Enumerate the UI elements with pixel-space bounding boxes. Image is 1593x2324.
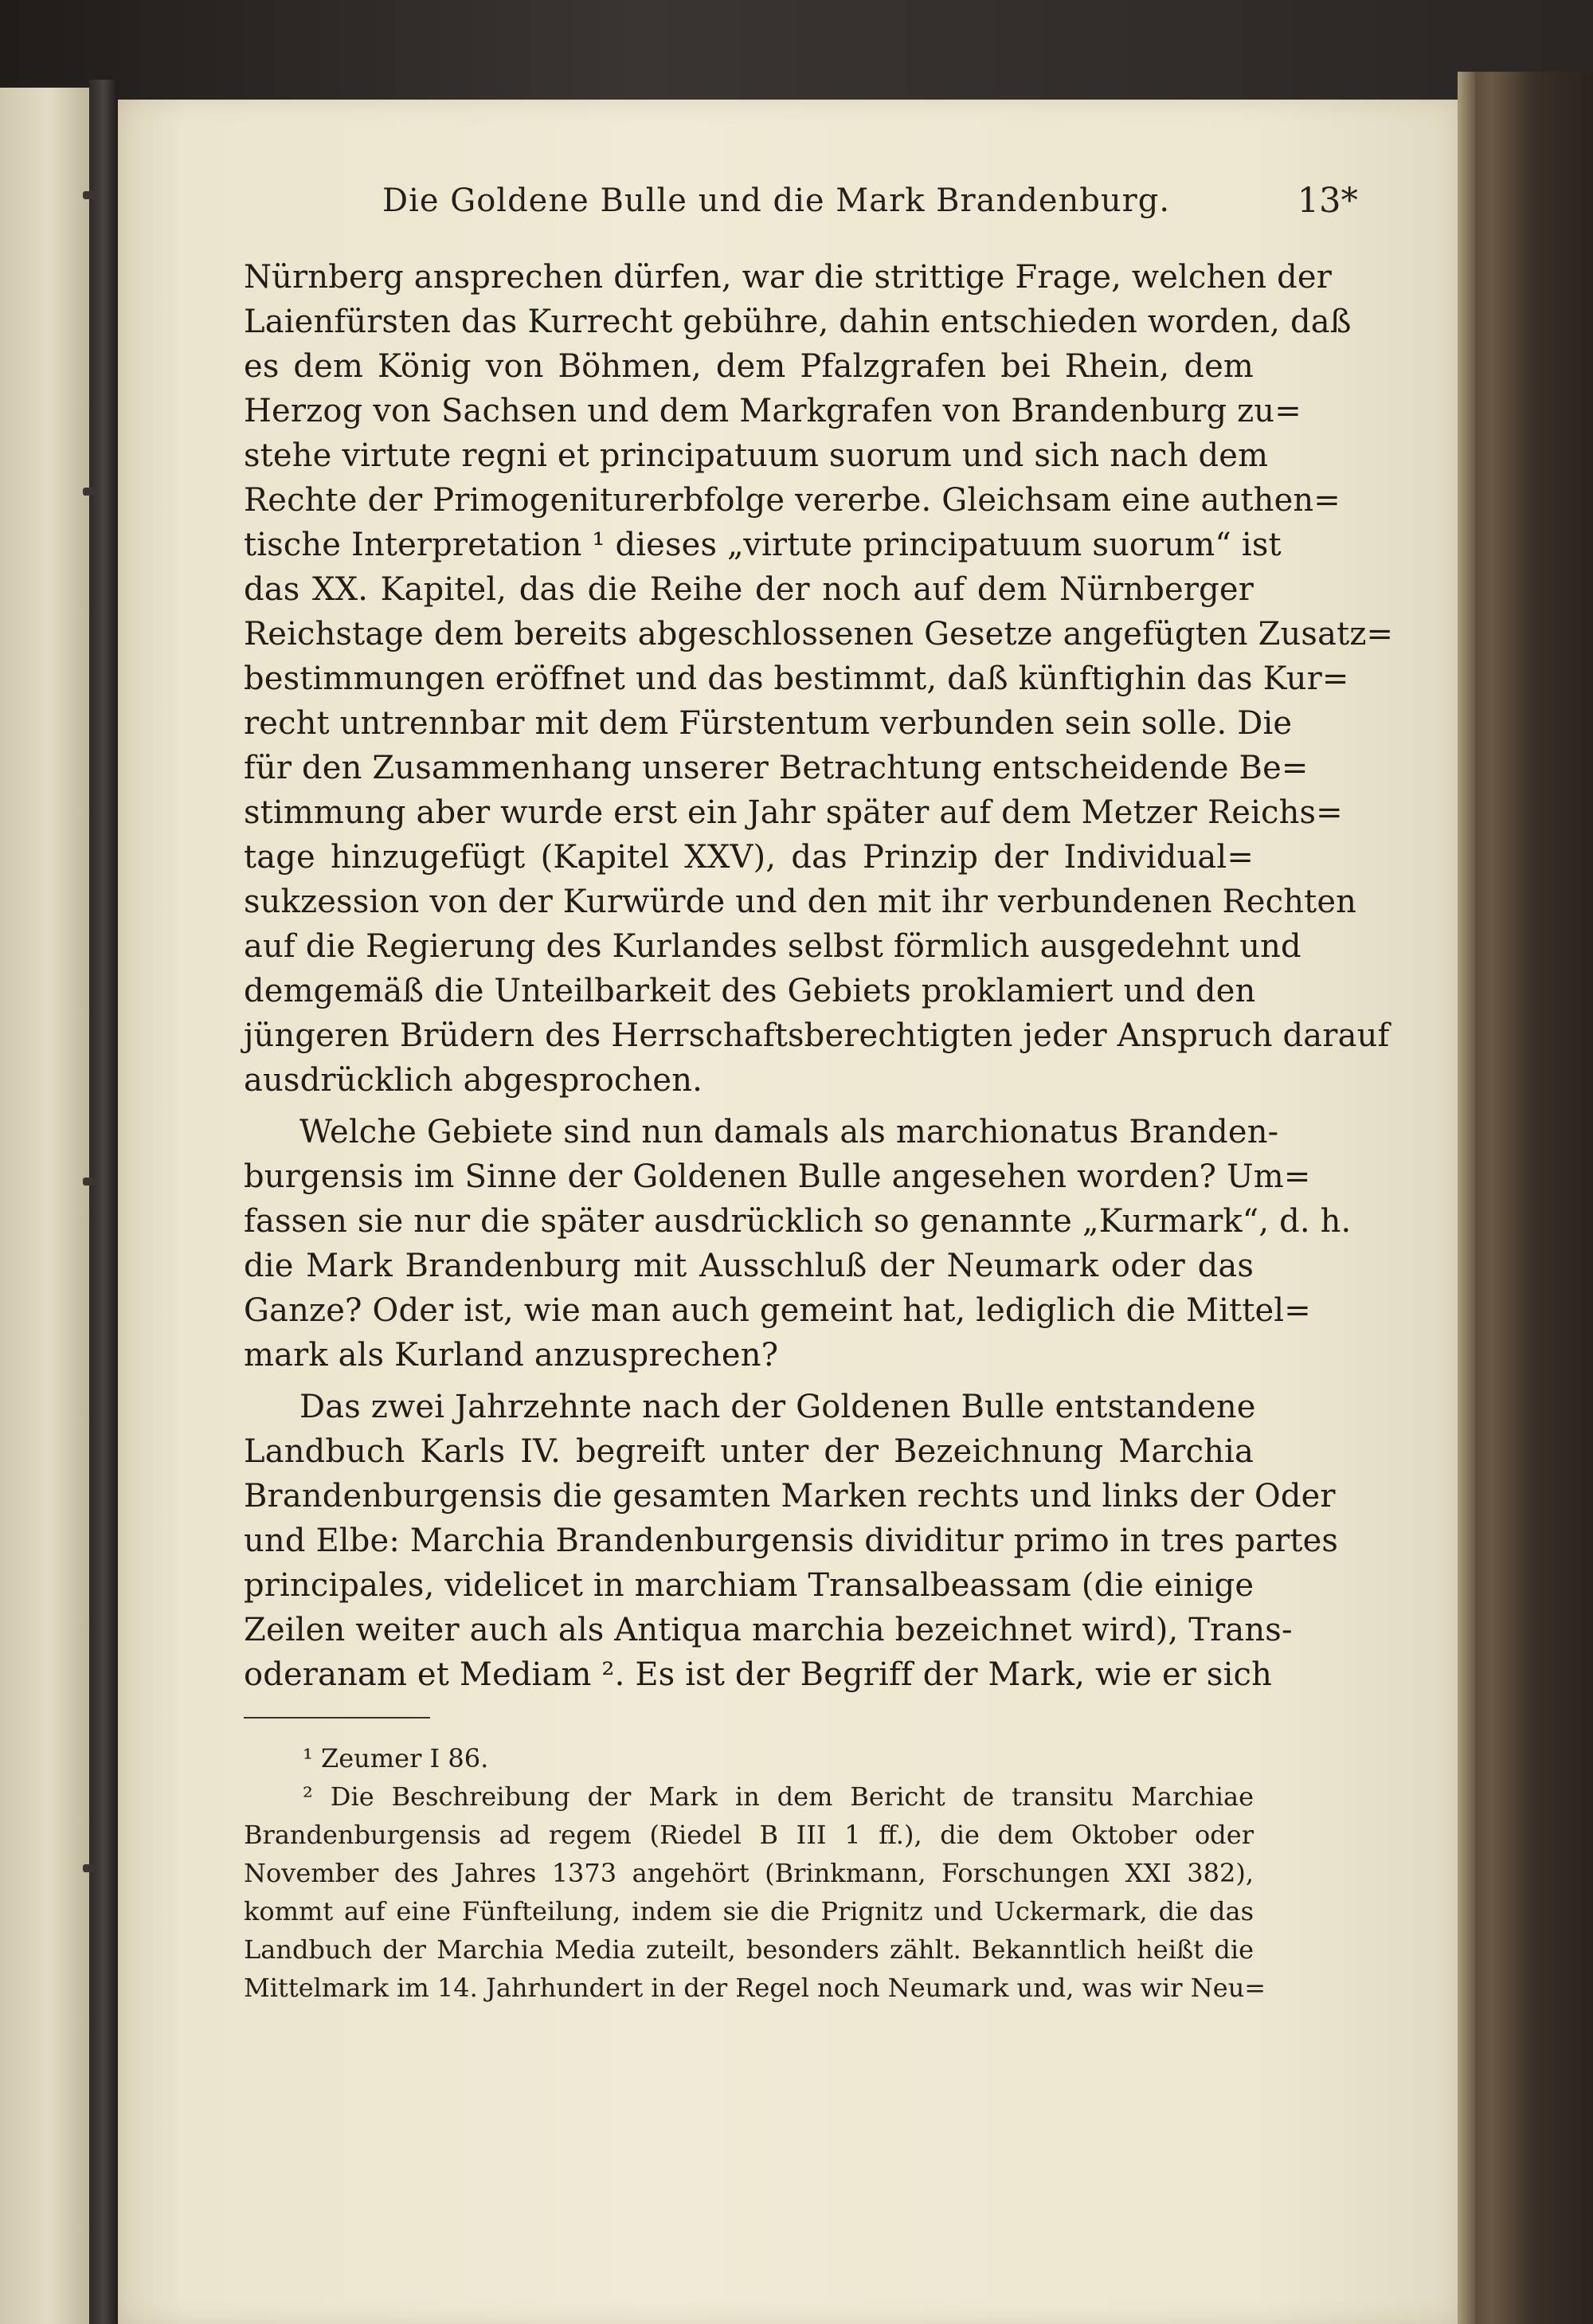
body-line: Reichstage dem bereits abgeschlossenen Gesetze angefügten Zusatz= — [244, 616, 1394, 653]
footnote-line: November des Jahres 1373 angehört (Brinkmann, Forschungen XXI 382), — [244, 1858, 1254, 1888]
gutter-mark — [83, 1864, 96, 1872]
running-title: Die Goldene Bulle und die Mark Brandenburg. — [382, 182, 1171, 219]
body-line: Laienfürsten das Kurrecht gebühre, dahin entschieden worden, daß — [244, 304, 1352, 340]
book-gutter — [89, 80, 118, 2324]
previous-page-edge — [0, 88, 89, 2324]
footnote-line: ² Die Beschreibung der Mark in dem Bericht de transitu Marchiae — [303, 1781, 1254, 1812]
body-line: auf die Regierung des Kurlandes selbst förmlich ausgedehnt und — [244, 928, 1301, 965]
body-line: fassen sie nur die später ausdrücklich so genannte „Kurmark“, d. h. — [244, 1203, 1352, 1240]
body-line: sukzession von der Kurwürde und den mit ihr verbundenen Rechten — [244, 884, 1357, 920]
body-line: Welche Gebiete sind nun damals als marchionatus Branden- — [299, 1114, 1279, 1150]
footnote-line: ¹ Zeumer I 86. — [303, 1743, 489, 1773]
body-line: Herzog von Sachsen und dem Markgrafen von Brandenburg zu= — [244, 393, 1301, 429]
body-line: Das zwei Jahrzehnte nach der Goldenen Bulle entstandene — [299, 1389, 1256, 1425]
body-line: und Elbe: Marchia Brandenburgensis dividitur primo in tres partes — [244, 1523, 1339, 1559]
gutter-mark — [83, 1178, 96, 1186]
body-line: stehe virtute regni et principatuum suorum und sich nach dem — [244, 437, 1269, 474]
body-line: das XX. Kapitel, das die Reihe der noch auf dem Nürnberger — [244, 571, 1254, 608]
body-line: bestimmungen eröffnet und das bestimmt, daß künftighin das Kur= — [244, 660, 1349, 697]
body-line: mark als Kurland anzusprechen? — [244, 1337, 779, 1374]
gutter-mark — [83, 488, 96, 496]
body-line: principales, videlicet in marchiam Transalbeassam (die einige — [244, 1567, 1254, 1604]
body-line: stimmung aber wurde erst ein Jahr später auf dem Metzer Reichs= — [244, 794, 1343, 831]
body-line: oderanam et Mediam ². Es ist der Begriff der Mark, wie er sich — [244, 1656, 1273, 1693]
body-line: es dem König von Böhmen, dem Pfalzgrafen bei Rhein, dem — [244, 348, 1254, 385]
body-line: Zeilen weiter auch als Antiqua marchia bezeichnet wird), Trans- — [244, 1612, 1293, 1648]
body-line: Landbuch Karls IV. begreift unter der Bezeichnung Marchia — [244, 1433, 1254, 1470]
body-line: Brandenburgensis die gesamten Marken rechts und links der Oder — [244, 1478, 1336, 1515]
footnote-line: kommt auf eine Fünfteilung, indem sie die Prignitz und Uckermark, die das — [244, 1896, 1254, 1926]
body-line: demgemäß die Unteilbarkeit des Gebiets proklamiert und den — [244, 973, 1256, 1009]
body-line: Nürnberg ansprechen dürfen, war die strittige Frage, welchen der — [244, 259, 1332, 296]
body-line: burgensis im Sinne der Goldenen Bulle angesehen worden? Um= — [244, 1158, 1311, 1195]
body-line: tische Interpretation ¹ dieses „virtute principatuum suorum“ ist — [244, 527, 1282, 563]
body-line: Ganze? Oder ist, wie man auch gemeint hat, lediglich die Mittel= — [244, 1292, 1311, 1329]
body-line: jüngeren Brüdern des Herrschaftsberechtigten jeder Anspruch darauf — [244, 1017, 1390, 1054]
page-number: 13* — [1297, 181, 1358, 221]
gutter-mark — [83, 191, 96, 199]
body-line: die Mark Brandenburg mit Ausschluß der Neumark oder das — [244, 1248, 1254, 1284]
footnote-line: Brandenburgensis ad regem (Riedel B III 1 ff.), die dem Oktober oder — [244, 1820, 1254, 1850]
body-line: tage hinzugefügt (Kapitel XXV), das Prinzip der Individual= — [244, 839, 1254, 876]
body-line: Rechte der Primogeniturerbfolge vererbe. Gleichsam eine authen= — [244, 482, 1341, 519]
book-cover-edge — [1458, 72, 1593, 2324]
footnote-line: Landbuch der Marchia Media zuteilt, besonders zählt. Bekanntlich heißt die — [244, 1934, 1254, 1965]
body-line: recht untrennbar mit dem Fürstentum verbunden sein solle. Die — [244, 705, 1293, 742]
footnote-line: Mittelmark im 14. Jahrhundert in der Regel noch Neumark und, was wir Neu= — [244, 1973, 1266, 2003]
footnote-rule — [244, 1717, 430, 1719]
body-line: ausdrücklich abgesprochen. — [244, 1062, 703, 1099]
body-line: für den Zusammenhang unserer Betrachtung entscheidende Be= — [244, 750, 1309, 786]
